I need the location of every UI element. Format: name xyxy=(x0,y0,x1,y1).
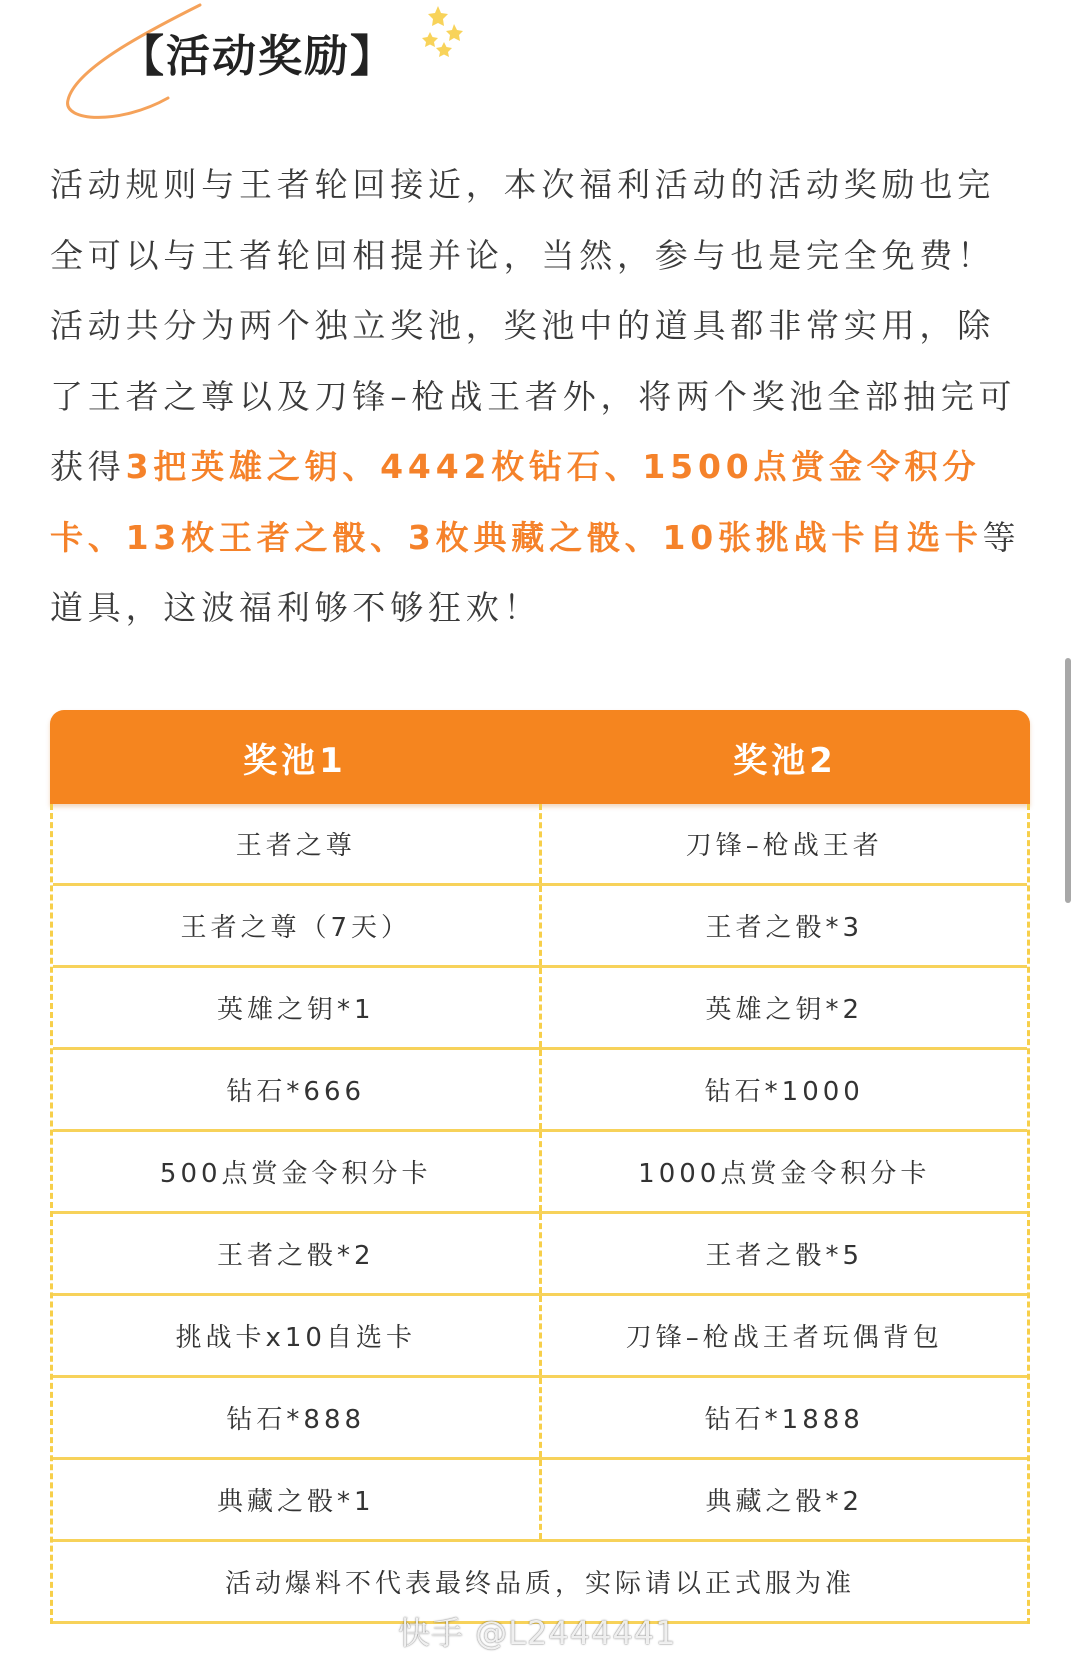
pool-2-item: 刀锋–枪战王者玩偶背包 xyxy=(625,1323,943,1353)
table-row xyxy=(53,968,1027,1050)
pool-1-item: 钻石*666 xyxy=(53,1050,542,1129)
section-title: 【活动奖励】 xyxy=(120,31,396,82)
pool-1-item: 英雄之钥*1 xyxy=(53,968,542,1047)
pool-1-item: 500点赏金令积分卡 xyxy=(53,1132,542,1211)
pool-2-item: 钻石*1000 xyxy=(704,1077,864,1107)
pool-2-item: 王者之骰*3 xyxy=(705,913,864,943)
pool-1-item: 王者之尊 xyxy=(53,804,542,883)
table-body xyxy=(50,804,1030,1624)
watermark: 快手 @L2444441 xyxy=(398,1614,677,1652)
pool-1-item: 王者之尊（7天） xyxy=(53,886,542,965)
pool-1-item: 典藏之骰*1 xyxy=(53,1460,542,1539)
table-row xyxy=(53,1214,1027,1296)
pool-2-item: 1000点赏金令积分卡 xyxy=(638,1159,931,1189)
intro-text-end: 等道具，这波福利够不够狂欢！ xyxy=(50,517,1021,627)
table-row xyxy=(53,1132,1027,1214)
pool-2-item: 典藏之骰*2 xyxy=(705,1487,864,1517)
stars-icon xyxy=(418,2,470,64)
pool-2-item: 钻石*1888 xyxy=(704,1405,864,1435)
pool-2-item: 刀锋–枪战王者 xyxy=(685,831,883,861)
pool-2-item: 英雄之钥*2 xyxy=(705,995,864,1025)
table-row xyxy=(53,1460,1027,1542)
intro-paragraph xyxy=(50,150,1030,644)
table-row xyxy=(53,1378,1027,1460)
pool-1-item: 王者之骰*2 xyxy=(53,1214,542,1293)
table-row xyxy=(53,886,1027,968)
table-footer-note: 活动爆料不代表最终品质，实际请以正式服为准 xyxy=(53,1542,1027,1624)
table-row xyxy=(53,1050,1027,1132)
intro-text-start: 活动规则与王者轮回接近，本次福利活动的活动奖励也完全可以与王者轮回相提并论，当然，参与也是完全免费！活动共分为两个独立奖池，奖池中的道具都非常实用，除了王者之尊以及刀锋–枪战王者外，将两个奖池全部抽完可获得 xyxy=(50,165,1017,486)
scrollbar[interactable] xyxy=(1065,658,1071,903)
header-pool-1: 奖池1 xyxy=(243,740,347,781)
pool-1-item: 钻石*888 xyxy=(53,1378,542,1457)
header-pool-2: 奖池2 xyxy=(733,740,837,781)
table-row xyxy=(53,804,1027,886)
table-row xyxy=(53,1296,1027,1378)
reward-pool-table xyxy=(50,710,1030,1624)
pool-1-item: 挑战卡x10自选卡 xyxy=(53,1296,542,1375)
intro-highlight: 3把英雄之钥、4442枚钻石、1500点赏金令积分卡、13枚王者之骰、3枚典藏之骰、10张挑战卡自选卡 xyxy=(50,447,983,557)
pool-2-item: 王者之骰*5 xyxy=(705,1241,864,1271)
table-header xyxy=(50,710,1030,804)
